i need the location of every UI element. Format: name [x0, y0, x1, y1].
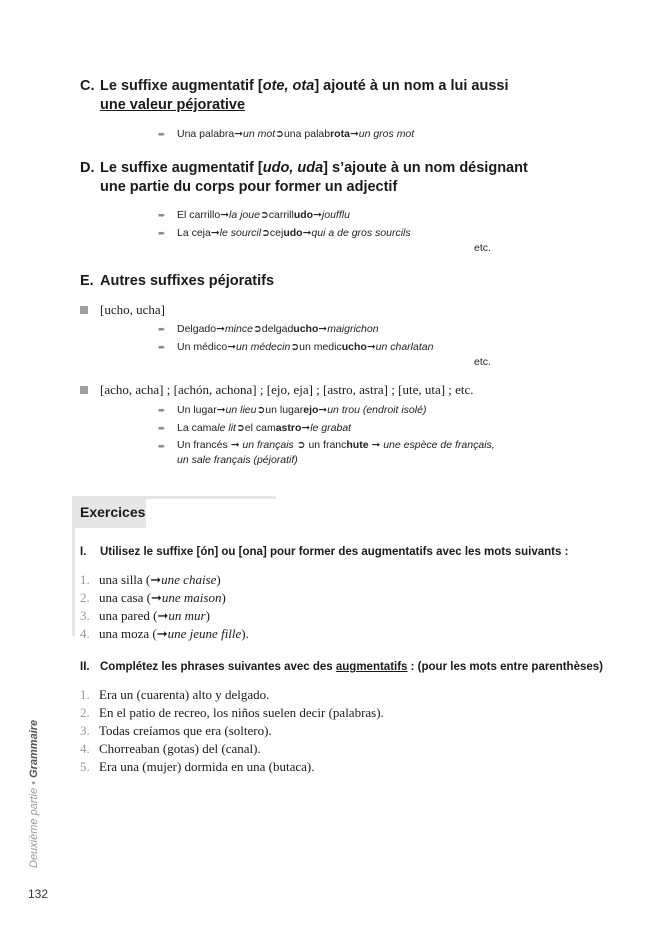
suffix-group-heading: [80, 302, 165, 318]
bullet-arrow-icon: ➨: [158, 324, 166, 334]
exercise-number: II.: [80, 661, 90, 673]
bullet-arrow-icon: ➨: [158, 129, 166, 139]
section-c-heading: [80, 77, 508, 115]
example-line: ➨ Una palabra ➞ un mot ➲ una palab rota ➞ un gros mot: [158, 125, 414, 143]
section-e2-examples: [158, 401, 495, 468]
heading-text: Autres suffixes péjoratifs: [100, 273, 275, 289]
bullet-arrow-icon: ➨: [158, 210, 166, 220]
bullet-arrow-icon: ➨: [158, 441, 166, 451]
running-head: Deuxième partie • Grammaire: [28, 719, 40, 868]
section-d-heading: [80, 159, 528, 197]
suffix-group-heading: [80, 382, 474, 398]
bullet-arrow-icon: ➨: [158, 405, 166, 415]
exercise-1-list: [80, 571, 249, 643]
instruction-text: Utilisez le suffixe [ón] ou [ona] pour former des augmentatifs avec les mots suivants :: [100, 546, 569, 558]
square-bullet-icon: [80, 306, 88, 314]
instruction-text: Complétez les phrases suivantes avec des augmentatifs : (pour les mots entre parenthèses): [100, 661, 603, 673]
bullet-arrow-icon: ➨: [158, 228, 166, 238]
bullet-arrow-icon: ➨: [158, 342, 166, 352]
section-letter: D.: [80, 160, 95, 176]
heading-underlined: une valeur péjorative: [100, 97, 246, 113]
section-c-examples: [158, 125, 414, 143]
section-e1-examples: [158, 320, 433, 356]
list-item: 1. Era un (cuarenta) alto y delgado.: [80, 687, 270, 702]
example-line: ➨ La ceja ➞ le sourcil ➲ cej udo ➞ qui a de gros sourcils: [158, 224, 411, 242]
exercises-tab: [72, 496, 276, 528]
heading-text: Le suffixe augmentatif [: [100, 78, 263, 94]
bullet-arrow-icon: ➨: [158, 423, 166, 433]
exercises-title: Exercices: [72, 496, 146, 528]
example-line: ➨ Un francés ➞ un français ➲ un franchute ➞ une espèce de français, un sale français (péjoratif): [158, 439, 495, 466]
example-line: ➨ Un médico ➞ un médecin ➲ un medic ucho ➞ un charlatan: [158, 338, 433, 356]
list-item: 4. una moza (➞ une jeune fille ).: [80, 626, 249, 641]
heading-line2: une partie du corps pour former un adjectif: [100, 179, 398, 195]
heading-text: ] ajouté à un nom a lui aussi: [314, 78, 509, 94]
heading-suffix: udo, uda: [262, 160, 324, 176]
page-number: 132: [28, 887, 49, 901]
example-line: ➨ La cama le lit ➲ el cam astro ➞ le grabat: [158, 419, 495, 437]
section-letter: C.: [80, 78, 95, 94]
heading-suffix: ote, ota: [262, 78, 315, 94]
exercise-2-list: [80, 686, 384, 776]
section-e-heading: [80, 272, 274, 291]
list-item: 3. Todas creíamos que era (soltero).: [80, 723, 272, 738]
list-item: 1. una silla (➞ une chaise ): [80, 572, 221, 587]
list-item: 5. Era una (mujer) dormida en una (butaca).: [80, 759, 315, 774]
etc-note: etc.: [474, 356, 491, 368]
etc-note: etc.: [474, 242, 491, 254]
suffix-group-text: [acho, acha] ; [achón, achona] ; [ejo, eja] ; [astro, astra] ; [ute, uta] ; etc.: [100, 382, 474, 397]
exercise-1-instruction: [80, 546, 568, 558]
example-line: ➨ Delgado ➞ mince ➲ delgad ucho ➞ maigrichon: [158, 320, 433, 338]
section-d-examples: [158, 206, 411, 242]
square-bullet-icon: [80, 386, 88, 394]
example-line: ➨ El carrillo ➞ la joue ➲ carrill udo ➞ joufflu: [158, 206, 411, 224]
heading-text: Le suffixe augmentatif [: [100, 160, 263, 176]
exercise-number: I.: [80, 546, 87, 558]
list-item: 4. Chorreaban (gotas) del (canal).: [80, 741, 261, 756]
section-letter: E.: [80, 273, 94, 289]
exercises-side-rule: [72, 528, 75, 636]
exercise-2-instruction: [80, 661, 603, 673]
tab-rule: [146, 496, 276, 499]
list-item: 2. En el patio de recreo, los niños suelen decir (palabras).: [80, 705, 384, 720]
list-item: 3. una pared (➞ un mur ): [80, 608, 210, 623]
suffix-group-text: [ucho, ucha]: [100, 302, 165, 317]
list-item: 2. una casa (➞ une maison ): [80, 590, 226, 605]
example-line: ➨ Un lugar ➞ un lieu ➲ un lugar ejo ➞ un trou (endroit isolé): [158, 401, 495, 419]
heading-text: ] s’ajoute à un nom désignant: [323, 160, 528, 176]
